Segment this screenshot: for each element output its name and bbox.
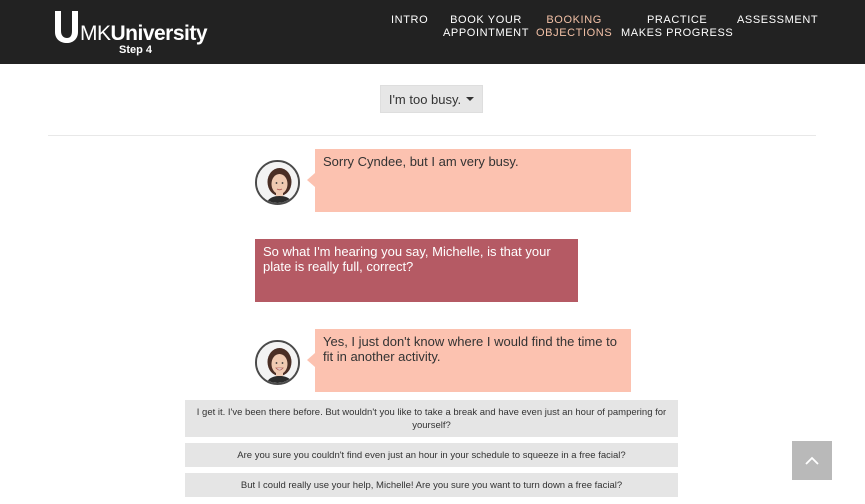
logo-wordmark-light: MK xyxy=(80,22,111,45)
nav-assessment-label: ASSESSMENT xyxy=(737,14,819,26)
nav-booking-objections[interactable] xyxy=(536,14,612,40)
objection-dropdown[interactable] xyxy=(380,85,483,113)
section-divider xyxy=(48,135,816,136)
consultant-message-1: So what I'm hearing you say, Michelle, is that your plate is really full, correct? xyxy=(255,239,578,302)
response-option-1[interactable]: I get it. I've been there before. But wouldn't you like to take a break and have even just an hour of pampering for yourself? xyxy=(185,400,678,437)
client-message-2: Yes, I just don't know where I would find the time to fit in another activity. xyxy=(315,329,631,392)
woman-portrait-smiling-icon xyxy=(257,342,300,385)
caret-down-icon xyxy=(466,97,474,101)
nav-book-label-2: APPOINTMENT xyxy=(443,27,530,39)
woman-portrait-icon xyxy=(257,162,300,205)
response-option-2[interactable]: Are you sure you couldn't find even just an hour in your schedule to squeeze in a free facial? xyxy=(185,443,678,467)
header-bar xyxy=(0,0,865,64)
logo-wordmark-bold: University xyxy=(110,22,208,45)
nav-intro-label: INTRO xyxy=(391,14,429,26)
client-message-1: Sorry Cyndee, but I am very busy. xyxy=(315,149,631,212)
logo-wordmark xyxy=(80,22,207,46)
objection-dropdown-value: I'm too busy. xyxy=(388,91,462,107)
mk-university-logo[interactable] xyxy=(52,9,212,57)
nav-book-your-appointment[interactable] xyxy=(443,14,529,40)
nav-practice-label-1: PRACTICE xyxy=(646,14,708,26)
nav-practice-makes-progress[interactable] xyxy=(621,14,733,40)
step-label: Step 4 xyxy=(119,44,153,56)
nav-objections-label-2: OBJECTIONS xyxy=(536,27,613,39)
nav-book-label-1: BOOK YOUR xyxy=(450,14,522,26)
nav-practice-label-2: MAKES PROGRESS xyxy=(621,27,734,39)
back-to-top-button[interactable] xyxy=(792,441,832,480)
nav-intro[interactable] xyxy=(391,14,428,27)
logo-u-mark-icon xyxy=(52,9,80,43)
response-option-3[interactable]: But I could really use your help, Michelle! Are you sure you want to turn down a free facial? xyxy=(185,473,678,497)
client-avatar xyxy=(255,160,300,205)
nav-objections-label-1: BOOKING xyxy=(546,14,602,26)
nav-assessment[interactable] xyxy=(737,14,818,27)
chevron-up-icon xyxy=(805,456,819,465)
client-avatar-smiling xyxy=(255,340,300,385)
